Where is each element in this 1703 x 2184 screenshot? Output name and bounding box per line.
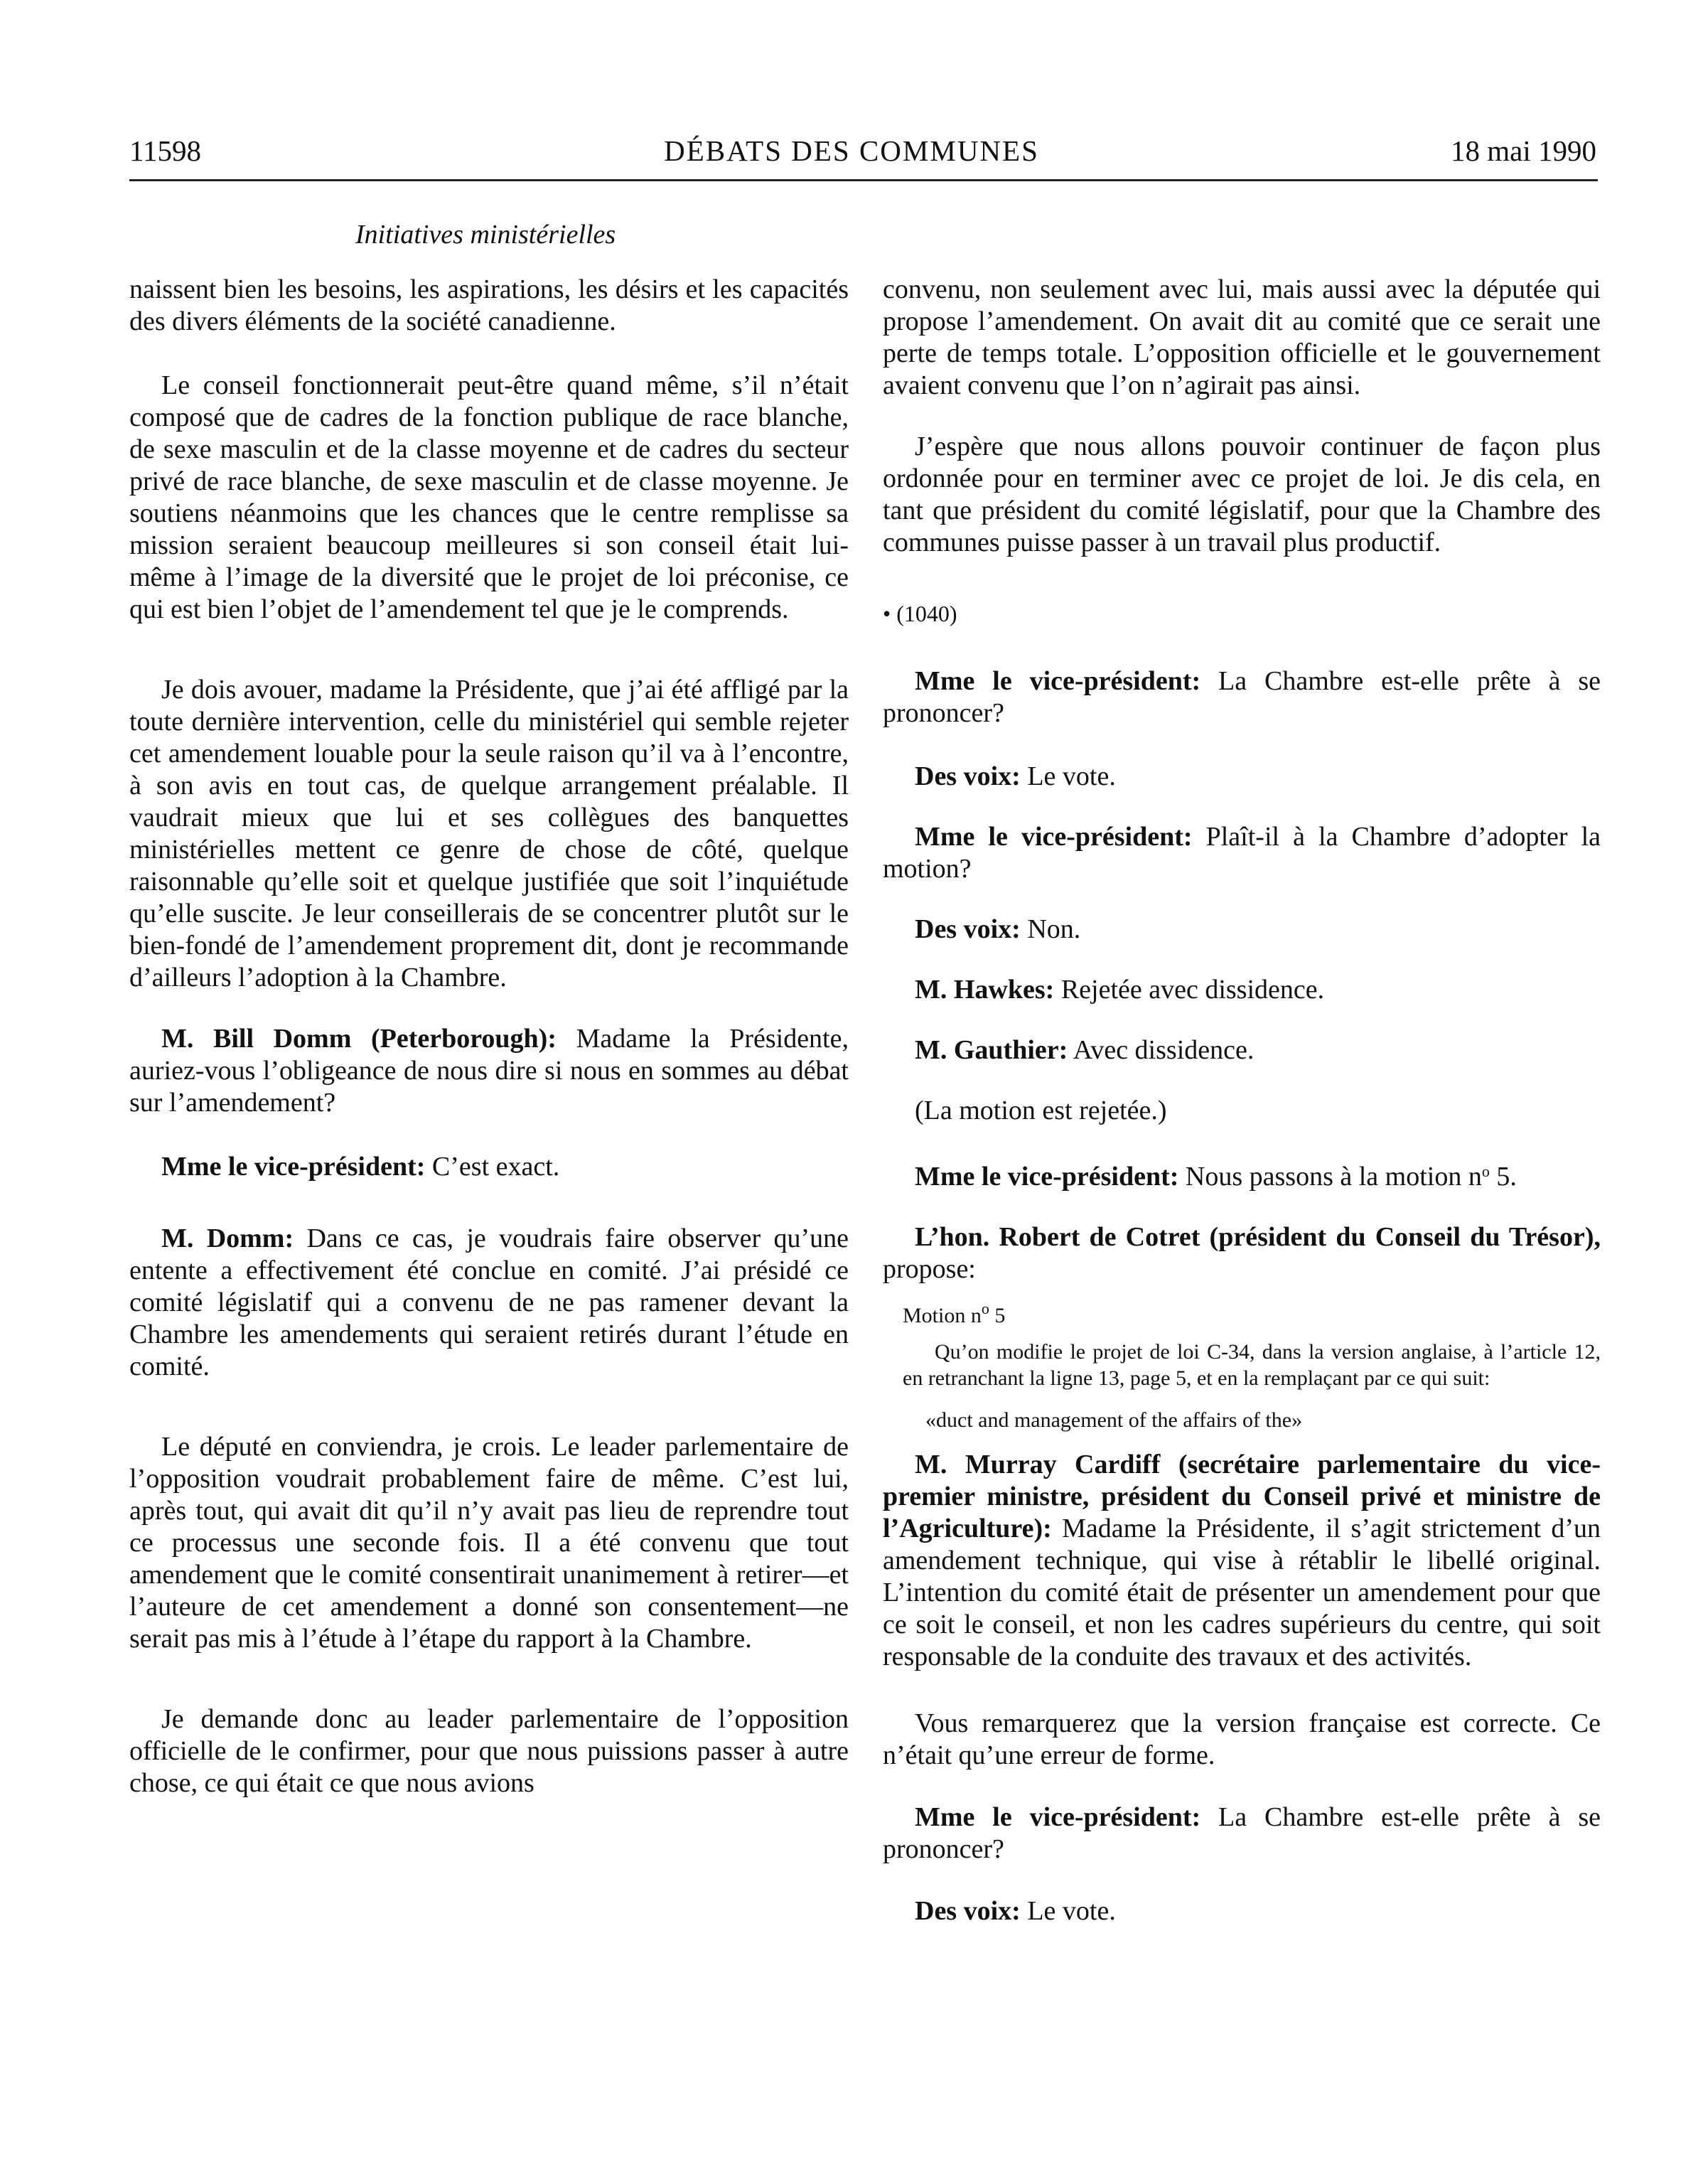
speech-paragraph: [883, 1802, 1601, 1866]
speaker-name: Mme le vice-président:: [915, 1162, 1179, 1192]
speaker-name: Des voix:: [915, 1896, 1021, 1926]
speech-paragraph: [129, 1223, 849, 1383]
speaker-name: M. Murray Cardiff (secrétaire parlementaire du vice-premier ministre, président du Conseil privé et ministre de l’Agriculture):: [883, 1450, 1601, 1543]
motion-quote: «duct and management of the affairs of the»: [925, 1408, 1303, 1432]
speech-text: La Chambre est-elle prête à se prononcer?: [883, 666, 1601, 728]
speech-text: Madame la Présidente, auriez-vous l’obligeance de nous dire si nous en sommes au débat sur l’amendement?: [129, 1024, 849, 1118]
speech-text: Le vote.: [1020, 1896, 1116, 1926]
speech-paragraph: [883, 1155, 1601, 1193]
speech-paragraph: [883, 665, 1601, 729]
motion-number: 5: [989, 1304, 1006, 1327]
speech-paragraph: [883, 761, 1601, 793]
time-marker: • (1040): [883, 601, 957, 626]
paragraph: convenu, non seulement avec lui, mais aussi avec la députée qui propose l’amendement. On avait dit au comité que ce serait une perte de temps totale. L’opposition officielle et le gouvernement avaient convenu que l’on n’agirait pas ainsi.: [883, 274, 1601, 400]
speaker-name: L’hon. Robert de Cotret (président du Conseil du Trésor),: [915, 1222, 1601, 1252]
section-heading: Initiatives ministérielles: [355, 220, 616, 250]
speech-paragraph: [883, 1449, 1601, 1673]
motion-label-text: Motion n: [903, 1304, 982, 1327]
speech-text: Madame la Présidente, il s’agit strictement d’un amendement technique, qui vise à rétablir le libellé original. L’intention du comité était de présenter un amendement pour que ce soit le conseil, et non les cadres supérieurs du centre, qui soit responsable de la conduite des travaux et des activités.: [883, 1514, 1601, 1671]
speaker-name: Mme le vice-président:: [915, 1802, 1201, 1832]
publication-title: DÉBATS DES COMMUNES: [664, 134, 1039, 167]
publication-date: 18 mai 1990: [1451, 134, 1596, 167]
speech-paragraph: [883, 1034, 1601, 1066]
stage-direction: (La motion est rejetée.): [915, 1096, 1167, 1125]
speech-text: Dans ce cas, je voudrais faire observer qu’une entente a effectivement été conclue en comité. J’ai présidé ce comité législatif qui a convenu de ne pas ramener devant la Chambre les amendements qui seraient retirés durant l’étude en comité.: [129, 1224, 849, 1381]
paragraph: J’espère que nous allons pouvoir continuer de façon plus ordonnée pour en terminer avec ce projet de loi. Je dis cela, en tant que président du comité législatif, pour que la Chambre des communes puisse passer à un travail plus productif.: [883, 432, 1601, 557]
speaker-name: Des voix:: [915, 914, 1021, 944]
speech-paragraph: [883, 914, 1601, 946]
speech-text: propose:: [883, 1254, 976, 1284]
speaker-name: M. Domm:: [161, 1224, 294, 1253]
speaker-name: M. Gauthier:: [915, 1035, 1068, 1065]
ordinal-superscript: o: [1481, 1162, 1490, 1180]
speaker-name: M. Hawkes:: [915, 975, 1055, 1005]
speech-text-end: 5.: [1489, 1162, 1517, 1192]
speech-text: C’est exact.: [425, 1152, 560, 1182]
speech-text: La Chambre est-elle prête à se prononcer?: [883, 1802, 1601, 1864]
paragraph: Je demande donc au leader parlementaire de l’opposition officielle de le confirmer, pour que nous puissions passer à autre chose, ce qui était ce que nous avions: [129, 1704, 849, 1798]
speech-paragraph: [883, 974, 1601, 1006]
left-column: [129, 274, 849, 1799]
speaker-name: Mme le vice-président:: [915, 666, 1201, 696]
speech-paragraph: [883, 821, 1601, 885]
speech-text: Plaît-il à la Chambre d’adopter la motion?: [883, 822, 1601, 884]
speaker-name: Mme le vice-président:: [161, 1152, 426, 1182]
paragraph: Le conseil fonctionnerait peut-être quand même, s’il n’était composé que de cadres de la fonction publique de race blanche, de sexe masculin et de la classe moyenne et de cadres du secteur privé de race blanche, de sexe masculin et de classe moyenne. Je soutiens néanmoins que les chances que le centre remplisse sa mission seraient beaucoup meilleures si son conseil était lui-même à l’image de la diversité que le projet de loi préconise, ce qui est bien l’objet de l’amendement tel que je le comprends.: [129, 370, 849, 624]
speech-paragraph: [129, 1151, 849, 1183]
speech-text: Rejetée avec dissidence.: [1054, 975, 1325, 1005]
right-column: [883, 274, 1601, 1927]
speech-text: Le vote.: [1020, 761, 1116, 791]
paragraph: Vous remarquerez que la version française est correcte. Ce n’était qu’une erreur de forme.: [883, 1708, 1601, 1770]
paragraph: Le député en conviendra, je crois. Le leader parlementaire de l’opposition voudrait probablement faire de même. C’est lui, après tout, qui avait dit qu’il n’y avait pas lieu de reprendre tout ce processus une seconde fois. Il a été convenu que tout amendement que le comité consentirait unanimement à retirer—et l’auteure de cet amendement a donné son consentement—ne serait pas mis à l’étude à l’étape du rapport à la Chambre.: [129, 1432, 849, 1654]
paragraph: Je dois avouer, madame la Présidente, que j’ai été affligé par la toute dernière intervention, celle du ministériel qui semble rejeter cet amendement louable pour la seule raison qu’il va à l’encontre, à son avis en tout cas, de quelque arrangement préalable. Il vaudrait mieux que lui et ses collègues des banquettes ministérielles mettent ce genre de chose de côté, quelque raisonnable qu’elle soit et quelque justifiée que soit l’inquiétude qu’elle suscite. Je leur conseillerais de se concentrer plutôt sur le bien-fondé de l’amendement proprement dit, dont je recommande d’ailleurs l’adoption à la Chambre.: [129, 675, 849, 992]
speaker-name: Mme le vice-président:: [915, 822, 1193, 852]
paragraph: naissent bien les besoins, les aspirations, les désirs et les capacités des divers éléments de la société canadienne.: [129, 274, 849, 336]
speaker-name: Des voix:: [915, 761, 1021, 791]
speech-text: Non.: [1020, 914, 1081, 944]
speaker-name: M. Bill Domm (Peterborough):: [161, 1024, 557, 1054]
page-number: 11598: [129, 134, 201, 167]
motion-label: [883, 1295, 1601, 1329]
speech-paragraph: [883, 1895, 1601, 1927]
header-rule: [129, 179, 1598, 181]
speech-paragraph: [883, 1221, 1601, 1285]
speech-text: Nous passons à la motion n: [1178, 1162, 1482, 1192]
motion-text: Qu’on modifie le projet de loi C-34, dans la version anglaise, à l’article 12, en retranchant la ligne 13, page 5, et en la remplaçant par ce qui suit:: [903, 1340, 1601, 1390]
ordinal-superscript: o: [981, 1300, 989, 1317]
speech-paragraph: [129, 1023, 849, 1119]
speech-text: Avec dissidence.: [1068, 1035, 1255, 1065]
